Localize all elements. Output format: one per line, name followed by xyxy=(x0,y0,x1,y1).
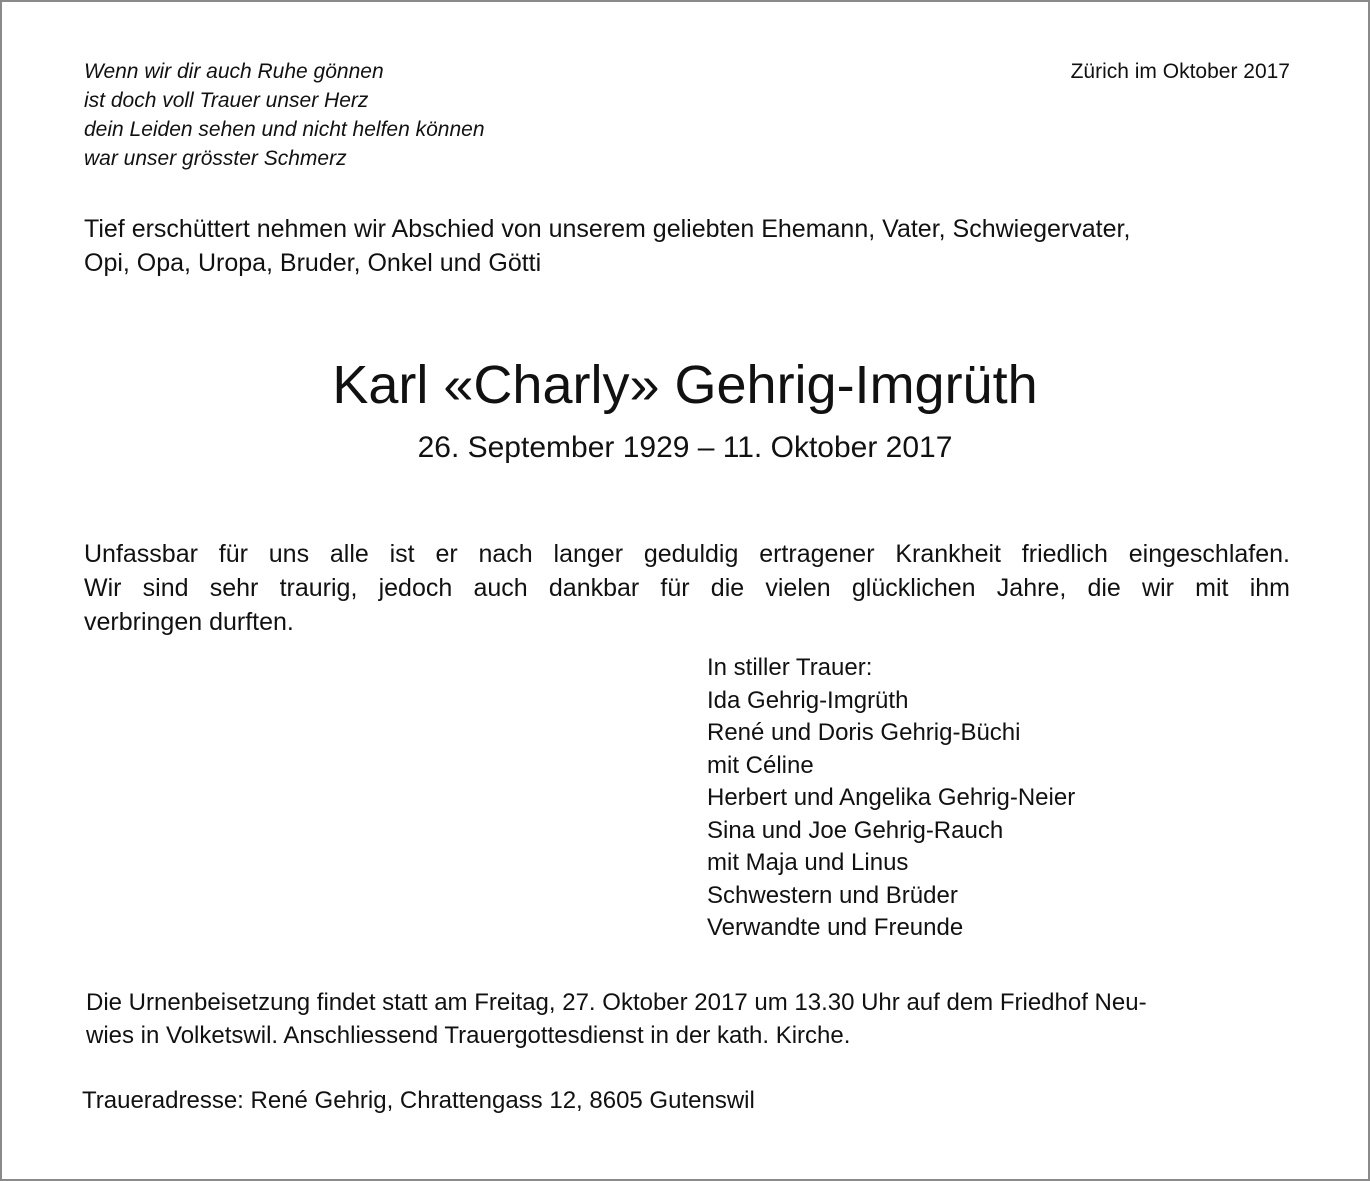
mourning-address: Traueradresse: René Gehrig, Chrattengass 12, 8605 Gutenswil xyxy=(82,1087,755,1114)
poem-line: dein Leiden sehen und nicht helfen können xyxy=(84,118,485,141)
funeral-info xyxy=(86,986,1147,1052)
mourner-name: mit Maja und Linus xyxy=(707,849,909,876)
mourner-name: Verwandte und Freunde xyxy=(707,914,964,941)
place-date: Zürich im Oktober 2017 xyxy=(1070,60,1290,83)
mourner-name: Sina und Joe Gehrig-Rauch xyxy=(707,816,1004,844)
intro-text xyxy=(84,212,1130,280)
funeral-line: Die Urnenbeisetzung findet statt am Freitag, 27. Oktober 2017 um 13.30 Uhr auf dem Friedhof Neu- xyxy=(86,989,1147,1016)
mourners-list xyxy=(707,652,1075,945)
intro-line: Opi, Opa, Uropa, Bruder, Onkel und Götti xyxy=(84,249,542,277)
mourner-name: René und Doris Gehrig-Büchi xyxy=(707,719,1021,746)
poem-line: war unser grösster Schmerz xyxy=(84,147,347,170)
deceased-name: Karl «Charly» Gehrig-Imgrüth xyxy=(332,355,1038,415)
mourners-heading: In stiller Trauer: xyxy=(707,654,873,681)
message-line: Wir sind sehr traurig, jedoch auch dankbar für die vielen glücklichen Jahre, die wir mit ihm xyxy=(84,574,1290,602)
poem-line: ist doch voll Trauer unser Herz xyxy=(84,89,369,112)
poem xyxy=(84,57,485,173)
mourner-name: Schwestern und Brüder xyxy=(707,881,958,909)
mourner-name: Herbert und Angelika Gehrig-Neier xyxy=(707,784,1076,811)
intro-line: Tief erschüttert nehmen wir Abschied von unserem geliebten Ehemann, Vater, Schwiegervater, xyxy=(84,215,1131,243)
life-dates: 26. September 1929 – 11. Oktober 2017 xyxy=(417,431,953,464)
message-text xyxy=(84,537,1290,639)
mourner-name: mit Céline xyxy=(707,751,814,779)
mourner-name: Ida Gehrig-Imgrüth xyxy=(707,686,909,714)
funeral-line: wies in Volketswil. Anschliessend Trauergottesdienst in der kath. Kirche. xyxy=(86,1022,851,1049)
message-line: Unfassbar für uns alle ist er nach langer geduldig ertragener Krankheit friedlich eingeschlafen. xyxy=(84,540,1290,568)
poem-line: Wenn wir dir auch Ruhe gönnen xyxy=(84,60,384,83)
message-line: verbringen durften. xyxy=(84,608,294,636)
